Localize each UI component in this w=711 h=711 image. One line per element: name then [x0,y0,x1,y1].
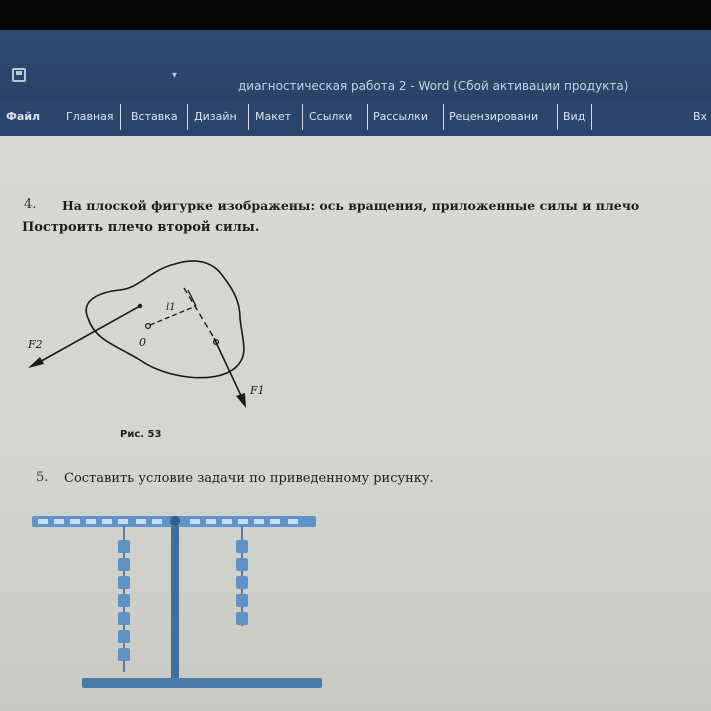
task-4-line-1: На плоской фигурке изображены: ось вращения, приложенные силы и плечо [62,198,640,213]
left-weights [118,540,130,661]
window-title: диагностическая работа 2 - Word (Сбой активации продукта) [238,79,629,93]
tab-design[interactable]: Дизайн [194,110,237,123]
task-4-number: 4. [24,197,37,212]
label-f2-text: F2 [28,338,43,351]
tab-mailings[interactable]: Рассылки [373,110,428,123]
quick-access-dropdown-icon[interactable]: ▾ [172,70,178,81]
task-5-text: Составить условие задачи по приведенному рисунку. [64,471,434,486]
tab-home[interactable]: Главная [66,110,114,123]
stand-pole [171,526,179,680]
label-arm-text: l1 [166,302,176,313]
tab-view[interactable]: Вид [563,110,586,123]
tab-references[interactable]: Ссылки [309,110,353,123]
right-weights [236,540,248,625]
tab-insert[interactable]: Вставка [131,110,178,123]
label-axis-text: 0 [139,336,146,349]
task-5-number: 5. [36,470,49,485]
tab-review[interactable]: Рецензировани [449,110,539,123]
tab-file[interactable]: Файл [6,110,41,123]
stand-base [82,678,322,688]
lever-pivot [170,516,180,526]
tab-layout[interactable]: Макет [255,110,292,123]
label-f1-text: F1 [250,384,265,397]
figure-caption: Рис. 53 [120,429,162,440]
task-4-line-2: Построить плечо второй силы. [22,220,260,235]
tab-signin[interactable]: Вх [693,110,708,123]
